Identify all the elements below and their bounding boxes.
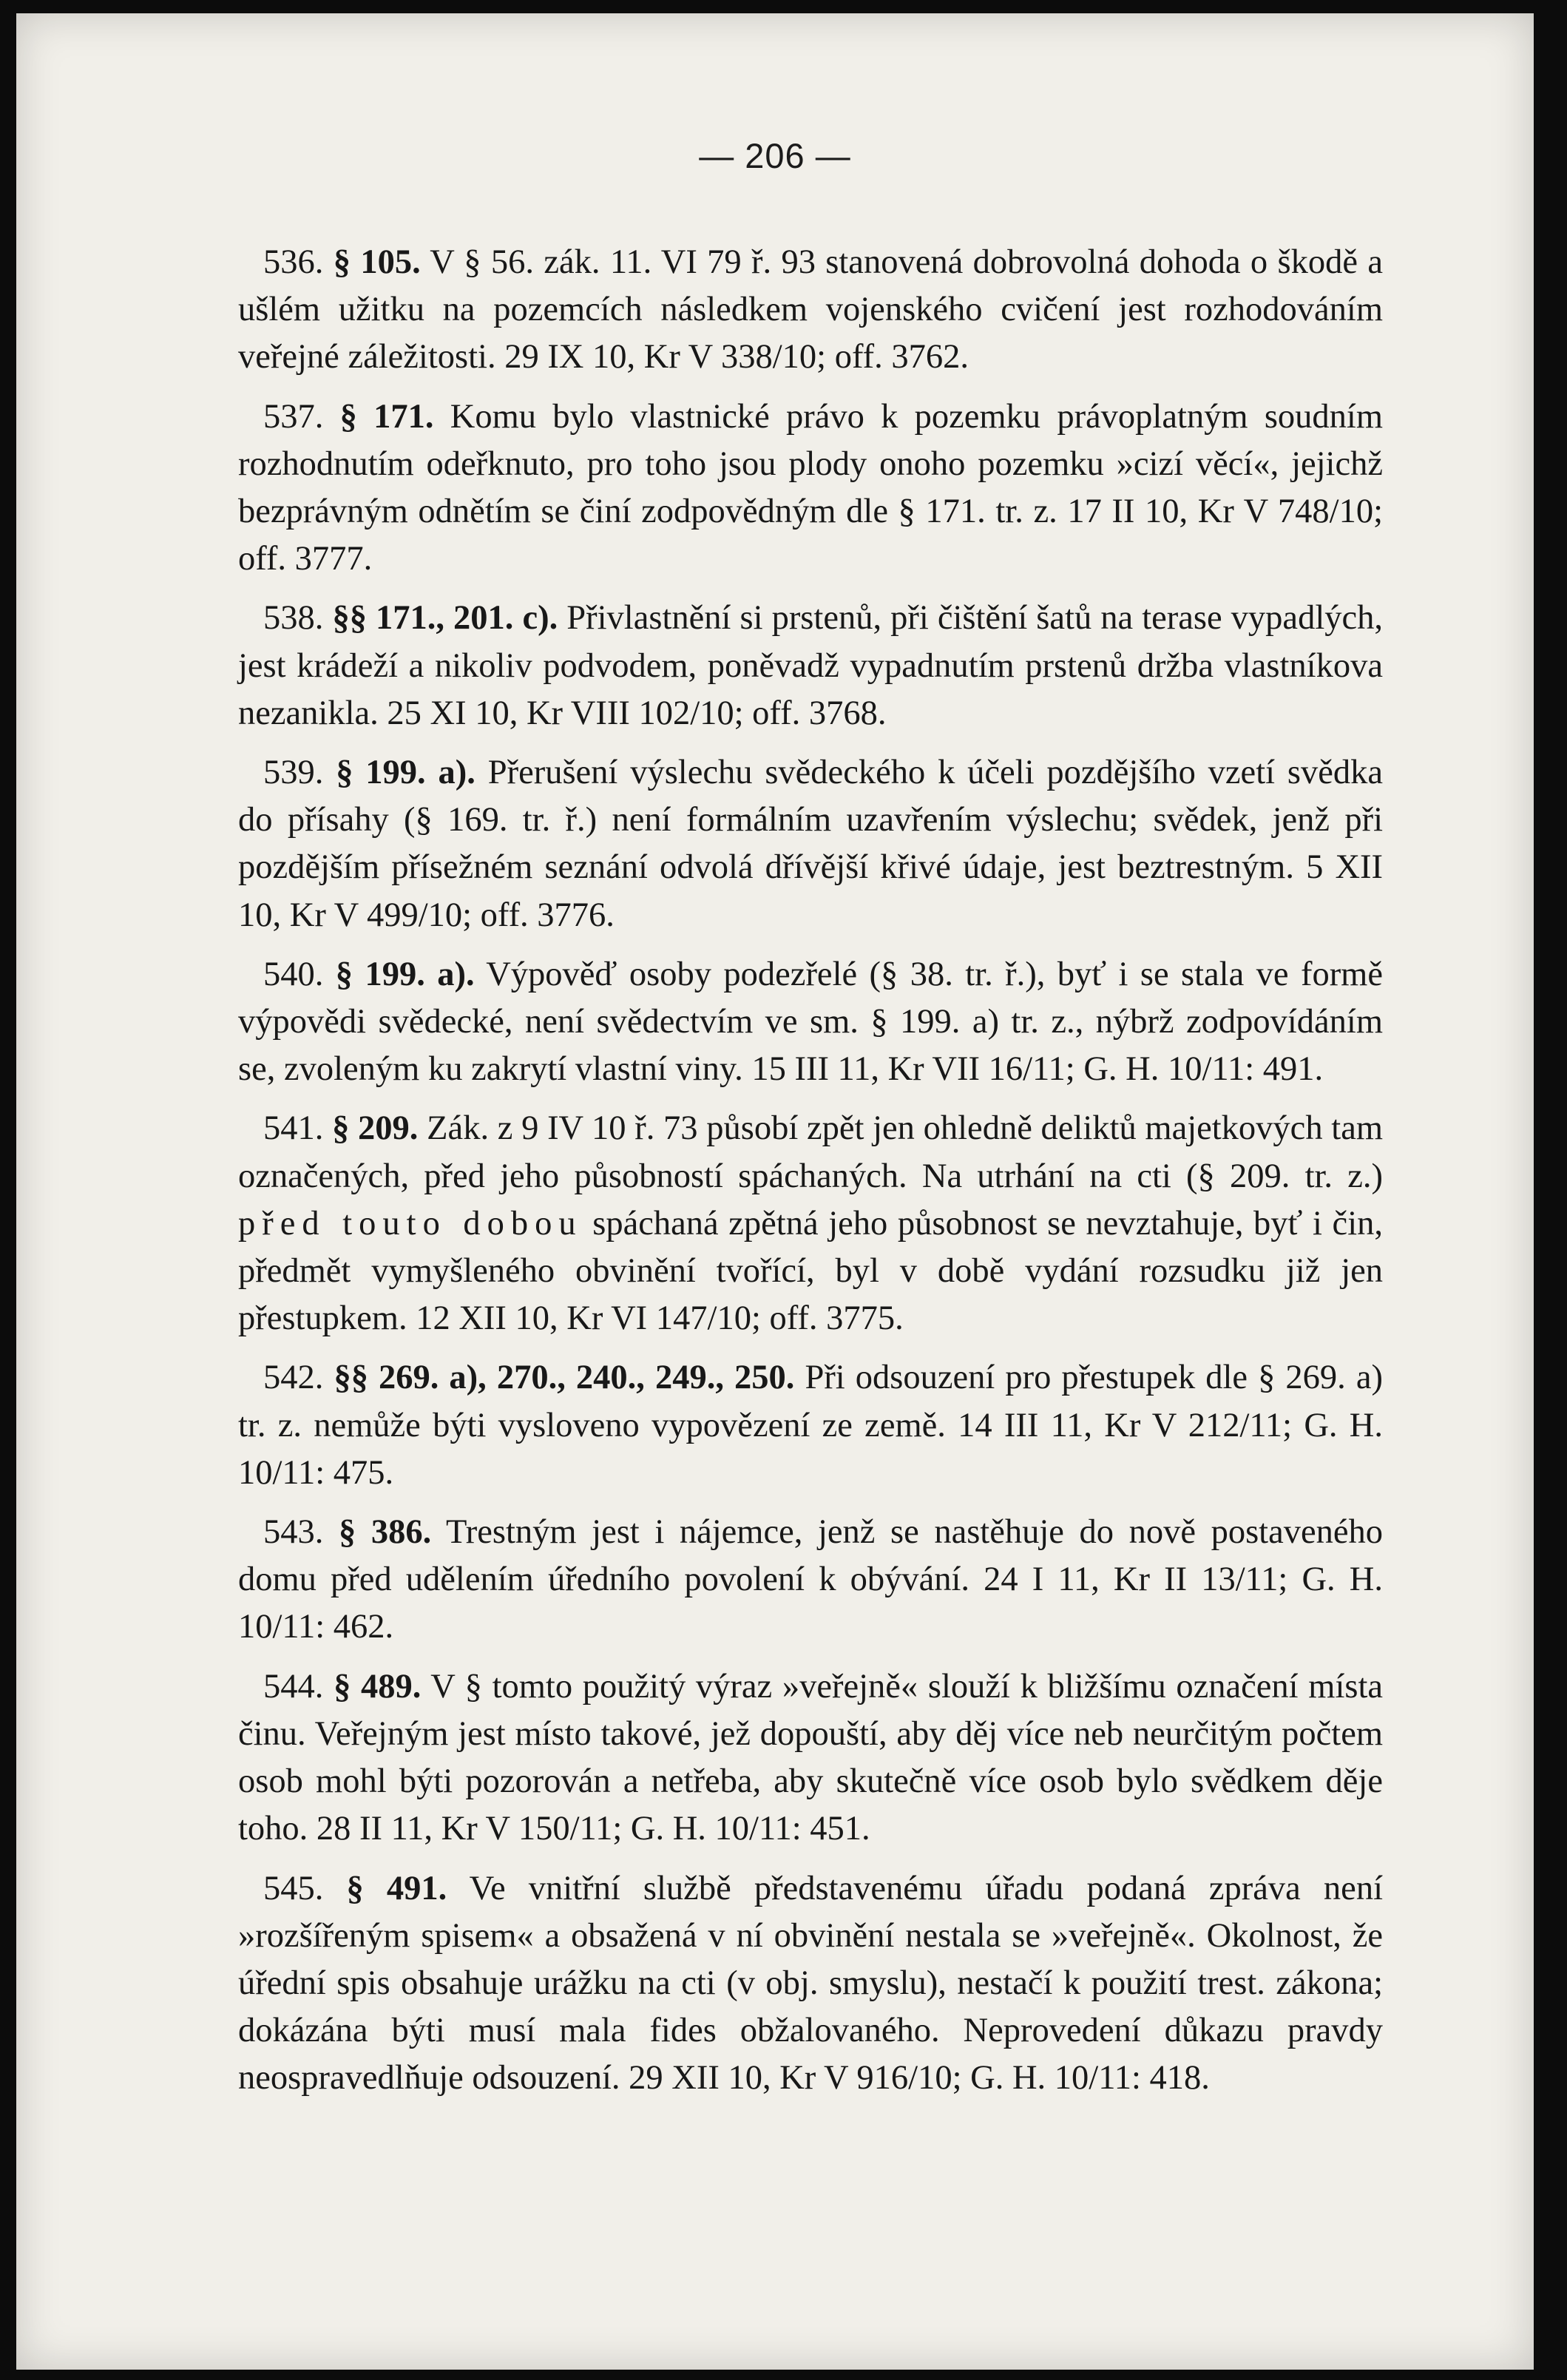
section-reference: § 386. (338, 1513, 432, 1552)
entry-number: 542. (263, 1359, 324, 1397)
page-number: — 206 — (699, 136, 851, 175)
entry-text: Komu bylo vlastnické právo k pozemku právoplatným soudním rozhodnutím odeřknuto, pro toho jsou plody onoho pozemku »cizí věcí«, jejichž bezprávným odnětím se činí zodpovědným dle § 171. tr. z. 17 II 10, Kr V 748/10; off. 3777. (238, 397, 1384, 578)
entry-539 (238, 749, 1383, 939)
section-reference: § 171. (339, 397, 434, 436)
section-reference: § 489. (334, 1667, 422, 1705)
entry-536 (238, 239, 1383, 382)
section-reference: §§ 171., 201. c). (332, 599, 558, 638)
entry-540 (238, 951, 1383, 1094)
section-reference: § 199. a). (336, 754, 475, 792)
entry-text: Zák. z 9 IV 10 ř. 73 působí zpět jen ohledně deliktů majetkových tam označených, před jeho působností spáchaných. Na utrhání na cti (§ 209. tr. z.) (238, 1109, 1384, 1195)
entry-text: Trestným jest i nájemce, jenž se nastěhuje do nově postaveného domu před udělením úředního povolení k obývání. 24 I 11, Kr II 13/11; G. H. 10/11: 462. (238, 1513, 1384, 1646)
entry-541 (238, 1105, 1383, 1342)
entry-545 (238, 1865, 1383, 2103)
section-reference: § 491. (346, 1869, 447, 1907)
entry-text: spáchaná zpětná jeho působnost se nevztahuje, byť i čin, předmět vymyšleného obvinění tvořící, byl v době vydání rozsudku již jen přestupkem. 12 XII 10, Kr VI 147/10; off. 3775. (238, 1204, 1383, 1338)
entry-number: 537. (263, 397, 324, 436)
entry-text: Při odsouzení pro přestupek dle § 269. a) tr. z. nemůže býti vysloveno vypovězení ze země. 14 III 11, Kr V 212/11; G. H. 10/11: 475. (238, 1359, 1383, 1492)
entry-number: 536. (263, 243, 324, 281)
section-reference: § 199. a). (335, 955, 475, 993)
section-reference: § 105. (333, 243, 421, 281)
section-reference: §§ 269. a), 270., 240., 249., 250. (334, 1359, 795, 1397)
entry-542 (238, 1354, 1383, 1497)
entry-text: Výpověď osoby podezřelé (§ 38. tr. ř.), byť i se stala ve formě výpovědi svědecké, není svědectvím ve sm. § 199. a) tr. z., nýbrž zodpovídáním se, zvoleným ku zakrytí vlastní viny. 15 III 11, Kr VII 16/11; G. H. 10/11: 491. (238, 955, 1383, 1089)
emphasized-text: před touto dobou (238, 1204, 583, 1243)
scanned-page (16, 13, 1534, 2370)
entry-number: 545. (263, 1869, 324, 1907)
page-body (238, 239, 1383, 2103)
entry-text: V § tomto použitý výraz »veřejně« slouží k bližšímu označení místa činu. Veřejným jest místo takové, jež dopouští, aby děj více neb neurčitým počtem osob mohl býti pozorován a netřeba, aby skutečně více osob bylo svědkem děje toho. 28 II 11, Kr V 150/11; G. H. 10/11: 451. (238, 1667, 1384, 1848)
entry-text: Přerušení výslechu svědeckého k účeli pozdějšího vzetí svědka do přísahy (§ 169. tr. ř.) není formálním uzavřením výslechu; svědek, jenž při pozdějším přísežném seznání odvolá dřívější křivé údaje, jest beztrestným. 5 XII 10, Kr V 499/10; off. 3776. (238, 754, 1383, 934)
entry-number: 539. (263, 754, 324, 792)
entry-number: 540. (263, 955, 324, 993)
entry-text: V § 56. zák. 11. VI 79 ř. 93 stanovená dobrovolná dohoda o škodě a ušlém užitku na pozemcích následkem vojenského cvičení jest rozhodováním veřejné záležitosti. 29 IX 10, Kr V 338/10; off. 3762. (238, 243, 1383, 376)
entry-number: 543. (263, 1513, 324, 1552)
section-reference: § 209. (332, 1109, 419, 1148)
entry-number: 544. (263, 1667, 324, 1705)
entry-text: Přivlastnění si prstenů, při čištění šatů na terase vypadlých, jest krádeží a nikoliv podvodem, poněvadž vypadnutím prstenů držba vlastníkova nezanikla. 25 XI 10, Kr VIII 102/10; off. 3768. (238, 599, 1383, 732)
entry-543 (238, 1509, 1383, 1652)
entry-537 (238, 393, 1383, 584)
entry-number: 541. (263, 1109, 324, 1148)
entry-number: 538. (263, 599, 324, 638)
entry-538 (238, 595, 1383, 737)
entry-544 (238, 1663, 1383, 1853)
entry-text: Ve vnitřní službě představenému úřadu podaná zpráva není »rozšířeným spisem« a obsažená v ní obvinění nestala se »veřejně«. Okolnost, že úřední spis obsahuje urážku na cti (v obj. smyslu), nestačí k použití trest. zákona; dokázána býti musí mala fides obžalovaného. Neprovedení důkazu pravdy neospravedlňuje odsouzení. 29 XII 10, Kr V 916/10; G. H. 10/11: 418. (238, 1869, 1383, 2097)
